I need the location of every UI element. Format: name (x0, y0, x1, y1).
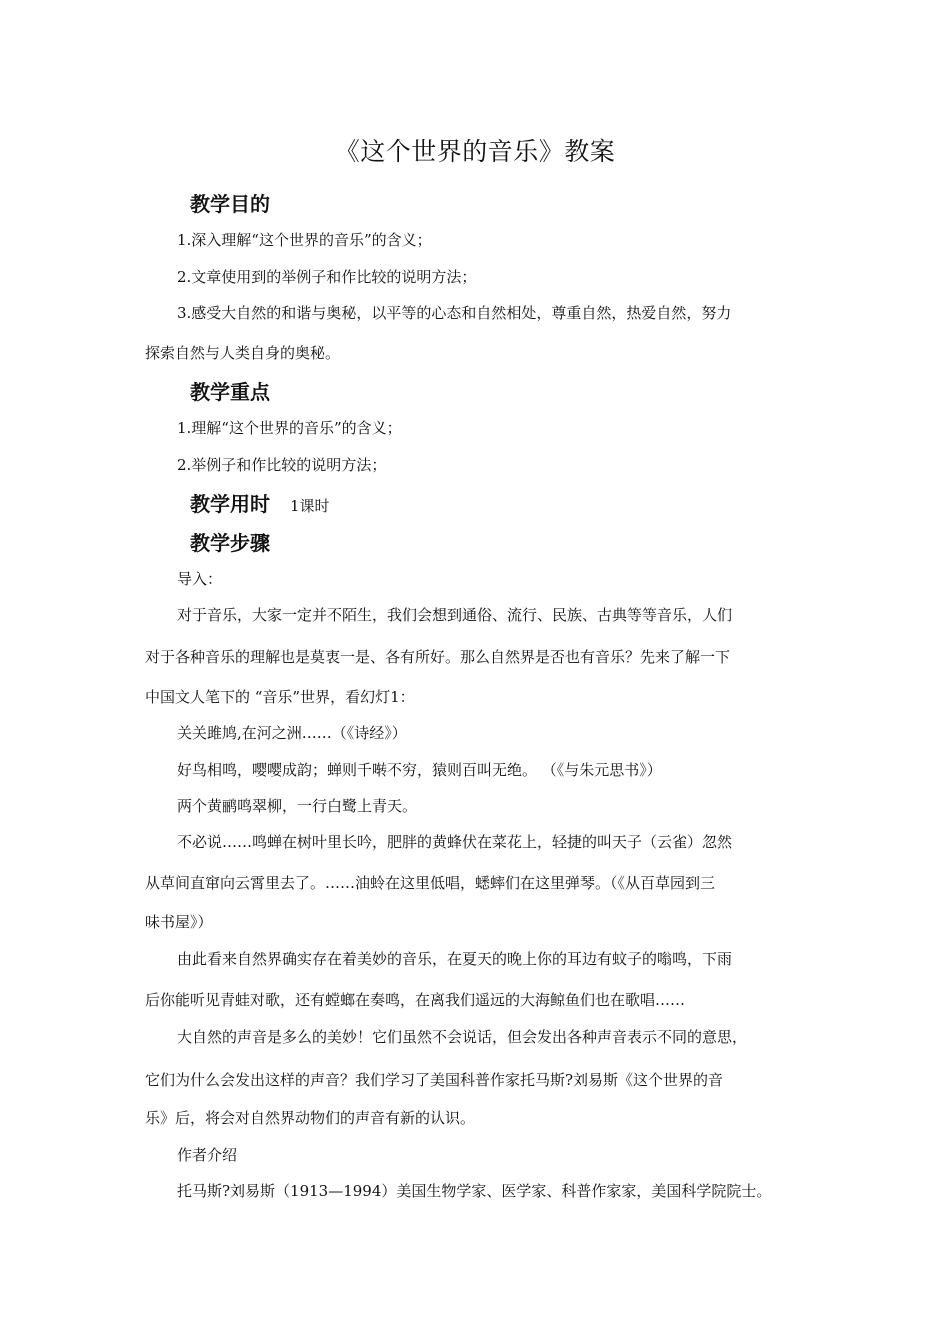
section-heading-goals: 教学目的 (190, 192, 270, 216)
step-line: 作者介绍 (177, 1146, 238, 1164)
step-line: 不必说……鸣蝉在树叶里长吟，肥胖的黄蜂伏在菜花上，轻捷的叫天子（云雀）忽然 (177, 833, 733, 851)
step-line: 关关雎鸠,在河之洲……（《诗经》） (177, 724, 407, 742)
step-line: 从草间直窜向云霄里去了。……油蛉在这里低唱，蟋蟀们在这里弹琴。（《从百草园到三 (145, 874, 716, 892)
section-heading-focus: 教学重点 (190, 380, 270, 404)
goal-item-3-continued: 探索自然与人类自身的奥秘。 (145, 344, 341, 362)
step-line: 托马斯?刘易斯（1913—1994）美国生物学家、医学家、科普作家家，美国科学院院士。 (177, 1182, 772, 1200)
step-line: 中国文人笔下的 “音乐”世界，看幻灯1： (145, 688, 415, 706)
step-line: 大自然的声音是多么的美妙！它们虽然不会说话，但会发出各种声音表示不同的意思， (177, 1028, 748, 1046)
focus-item-2: 2.举例子和作比较的说明方法； (177, 456, 387, 474)
step-line: 两个黄鹂鸣翠柳，一行白鹭上青天。 (177, 797, 418, 815)
step-line: 乐》后，将会对自然界动物们的声音有新的认识。 (145, 1109, 476, 1127)
step-line: 后你能听见青蛙对歌，还有螳螂在奏鸣，在离我们遥远的大海鲸鱼们也在歌唱…… (145, 991, 686, 1009)
goal-item-3: 3.感受大自然的和谐与奥秘，以平等的心态和自然相处，尊重自然，热爱自然，努力 (177, 304, 732, 322)
page-title: 《这个世界的音乐》教案 (334, 137, 616, 166)
goal-item-2: 2.文章使用到的举例子和作比较的说明方法； (177, 268, 477, 286)
section-heading-time (190, 488, 330, 517)
section-heading-time-label: 教学用时 (190, 492, 270, 516)
step-line: 好鸟相鸣，嘤嘤成韵；蝉则千啭不穷，猿则百叫无绝。 （《与朱元思书》） (177, 761, 662, 779)
step-line: 导入： (177, 570, 223, 588)
step-line: 由此看来自然界确实存在着美妙的音乐，在夏天的晚上你的耳边有蚊子的嗡鸣，下雨 (177, 950, 733, 968)
class-hours-value: 1课时 (290, 497, 330, 515)
section-heading-steps: 教学步骤 (190, 531, 270, 555)
focus-item-1: 1.理解“这个世界的音乐”的含义； (177, 419, 402, 437)
step-line: 对于各种音乐的理解也是莫衷一是、各有所好。那么自然界是否也有音乐？先来了解一下 (145, 648, 731, 666)
goal-item-1: 1.深入理解“这个世界的音乐”的含义； (177, 231, 432, 249)
step-line: 对于音乐，大家一定并不陌生，我们会想到通俗、流行、民族、古典等等音乐，人们 (177, 606, 733, 624)
step-line: 味书屋》） (145, 913, 213, 931)
step-line: 它们为什么会发出这样的声音？我们学习了美国科普作家托马斯?刘易斯《这个世界的音 (145, 1071, 724, 1089)
